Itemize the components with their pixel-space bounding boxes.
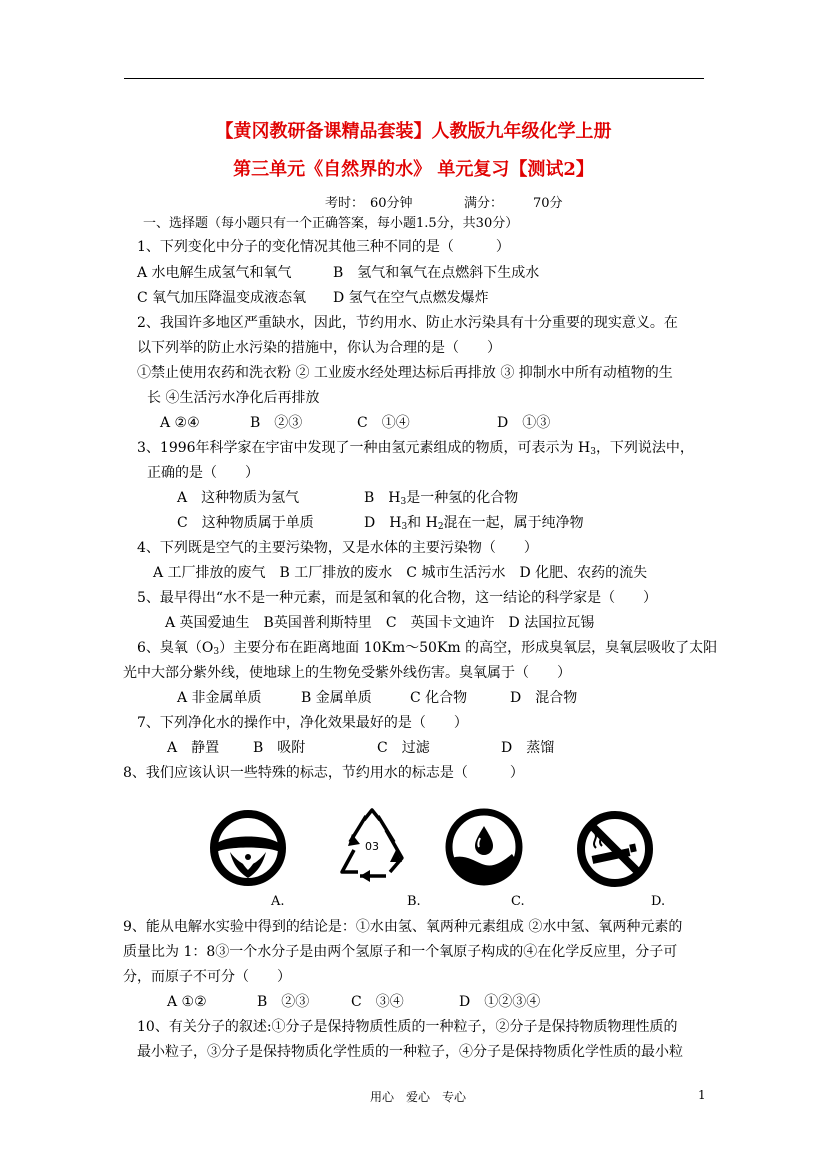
q3-option-b-pre: B H (364, 490, 401, 506)
no-smoking-icon (574, 808, 656, 890)
q3-line-1-sub: 3 (590, 447, 596, 457)
exam-score-value: 70分 (533, 196, 563, 211)
q9-line-1: 9、能从电解水实验中得到的结论是：①水由氢、氧两种元素组成 ②水中氢、氧两种元素的 (123, 919, 683, 935)
q2-line-2: 以下列举的防止水污染的措施中，你认为合理的是（ ） (137, 340, 501, 356)
q2-line-1: 2、我国许多地区严重缺水，因此，节约用水、防止水污染具有十分重要的现实意义。在 (137, 315, 678, 331)
exam-time-value: 60分钟 (370, 196, 413, 211)
q4-stem: 4、下列既是空气的主要污染物，又是水体的主要污染物（ ） (137, 540, 538, 556)
q8-stem: 8、我们应该认识一些特殊的标志，节约用水的标志是（ ） (123, 765, 524, 781)
q7-stem: 7、下列净化水的操作中，净化效果最好的是（ ） (137, 715, 468, 731)
q1-option-d: D 氢气在空气点燃发爆炸 (333, 290, 489, 306)
section-heading: 一、选择题（每小题只有一个正确答案，每小题1.5分，共30分） (143, 216, 519, 231)
q3-option-d-post: 混在一起，属于纯净物 (443, 515, 584, 531)
q9-line-2: 质量比为 1：8③一个水分子是由两个氢原子和一个氧原子构成的④在化学反应里，分子可 (123, 944, 678, 960)
q3-line-1-pre: 3、1996年科学家在宇宙中发现了一种由氢元素组成的物质，可表示为 H (137, 440, 591, 456)
q7-option-b: B 吸附 (253, 740, 306, 756)
q10-line-2: 最小粒子，③分子是保持物质化学性质的一种粒子，④分子是保持物质化学性质的最小粒 (137, 1044, 683, 1060)
q9-option-c: C ③④ (351, 994, 404, 1010)
q5-options: A 英国爱迪生 B英国普利斯特里 C 英国卡文迪许 D 法国拉瓦锡 (165, 615, 595, 631)
water-saving-logo-icon (208, 808, 288, 888)
q3-option-b-post: 是一种氢的化合物 (406, 490, 519, 506)
q9-option-b: B ②③ (257, 994, 310, 1010)
q3-option-b (364, 489, 518, 507)
header-rule (124, 78, 704, 79)
q8-label-d: D. (651, 894, 666, 909)
q3-line-1 (137, 439, 694, 457)
q1-option-a: A 水电解生成氢气和氧气 (137, 265, 292, 281)
q10-line-1: 10、有关分子的叙述:①分子是保持物质性质的一种粒子，②分子是保持物质物理性质的 (137, 1019, 678, 1035)
q2-option-d: D ①③ (497, 415, 551, 431)
q1-option-c: C 氧气加压降温变成液态氧 (137, 290, 307, 306)
q7-option-c: C 过滤 (377, 740, 430, 756)
q7-option-d: D 蒸馏 (501, 740, 555, 756)
q5-stem: 5、最早得出“水不是一种元素，而是氢和氧的化合物，这一结论的科学家是（ ） (137, 590, 658, 606)
q3-option-d-pre: D H (364, 515, 402, 531)
q3-option-d-sub1: 3 (401, 522, 408, 532)
q2-option-c: C ①④ (357, 415, 410, 431)
q2-line-4: 长 ④生活污水净化后再排放 (147, 390, 320, 406)
q1-stem: 1、下列变化中分子的变化情况其他三种不同的是（ ） (137, 239, 510, 255)
q6-line-1-post: ）主要分布在距离地面 10Km～50Km 的高空，形成臭氧层，臭氧层吸收了太阳 (219, 640, 718, 656)
q6-option-b: B 金属单质 (301, 690, 372, 706)
title-line-2: 第三单元《自然界的水》 单元复习【测试2】 (233, 159, 594, 180)
q6-line-2: 光中大部分紫外线，使地球上的生物免受紫外线伤害。臭氧属于（ ） (123, 665, 571, 681)
q7-option-a: A 静置 (167, 740, 220, 756)
q4-options: A 工厂排放的废气 B 工厂排放的废水 C 城市生活污水 D 化肥、农药的流失 (153, 565, 648, 581)
q2-line-3: ①禁止使用农药和洗衣粉 ② 工业废水经处理达标后再排放 ③ 抑制水中所有动植物的生 (137, 365, 673, 381)
hand-water-drop-icon (442, 808, 526, 886)
page-number: 1 (698, 1088, 706, 1102)
q6-line-1 (137, 639, 717, 657)
q3-line-2: 正确的是（ ） (147, 465, 259, 481)
footer-motto: 用心 爱心 专心 (370, 1090, 467, 1104)
q9-option-d: D ①②③④ (459, 994, 541, 1010)
q3-option-c: C 这种物质属于单质 (177, 515, 314, 531)
exam-score-label: 满分： (464, 196, 504, 211)
q6-line-1-pre: 6、臭氧（O (137, 640, 214, 656)
recycling-symbol-icon (330, 806, 414, 884)
q6-line-1-sub: 3 (213, 647, 220, 657)
q1-option-b: B 氢气和氧气在点燃斜下生成水 (333, 265, 540, 281)
exam-time-label: 考时： (325, 196, 365, 211)
q3-line-1-post: ，下列说法中， (595, 440, 694, 456)
q3-option-d-mid: 和 H (407, 515, 438, 531)
q6-option-d: D 混合物 (510, 690, 578, 706)
q8-label-c: C. (511, 894, 525, 909)
q2-option-a: A ②④ (160, 415, 200, 431)
q6-option-c: C 化合物 (410, 690, 468, 706)
q3-option-b-sub: 3 (400, 497, 407, 507)
q3-option-d-sub2: 2 (437, 522, 444, 532)
q8-label-b: B. (407, 894, 421, 909)
q3-option-d (364, 514, 584, 532)
q9-line-3: 分，而原子不可分（ ） (123, 969, 291, 985)
title-line-1: 【黄冈教研备课精品套装】人教版九年级化学上册 (215, 121, 612, 142)
q3-option-a: A 这种物质为氢气 (177, 490, 300, 506)
recycling-code: 03 (365, 840, 379, 853)
q2-option-b: B ②③ (250, 415, 303, 431)
q9-option-a: A ①② (167, 994, 207, 1010)
q8-label-a: A. (271, 894, 285, 909)
q6-option-a: A 非金属单质 (177, 690, 262, 706)
